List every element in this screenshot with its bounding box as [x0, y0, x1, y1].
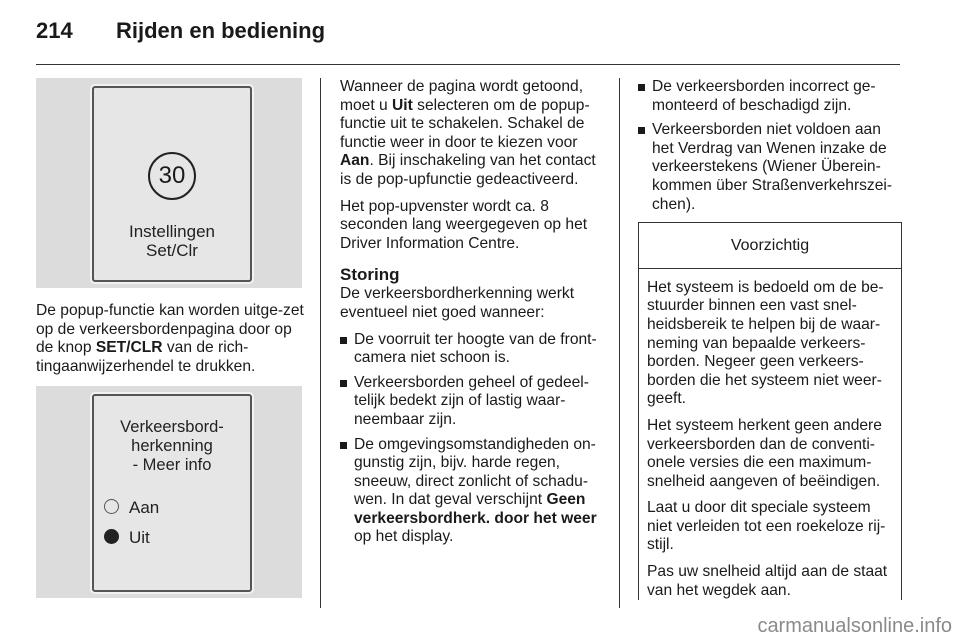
bullet-icon [340, 337, 347, 344]
header-rule [36, 64, 900, 65]
radio-off-icon [104, 499, 119, 514]
display-screen [92, 86, 252, 282]
radio-on-icon [104, 529, 119, 544]
paragraph: Het pop-upvenster wordt ca. 8 seconden lang weergegeven op het Driver Information Centre. [340, 197, 588, 252]
caution-body: Het systeem is bedoeld om de be-stuurder binnen een vast snel-heidsbereik te helpen bij de waar-neming van bepaalde verkeers-borden. Negeer geen verkeers-borden die het systeem niet weer-geeft. Het systeem herkent geen andere verkeersborden dan de conventi-onele versies die een maximum-snelheid aangeven of beëindigen. Laat u door dit speciale systeem niet verleiden tot een roekeloze rij-stijl. Pas uw snelheid altijd aan de staat van het wegdek aan. [647, 278, 888, 599]
paragraph: Wanneer de pagina wordt getoond, moet u Uit selecteren om de popup-functie uit te schakelen. Schakel de functie weer in door te kiezen voor Aan. Bij inschakeling van het contact is de pop-upfunctie gedeactiveerd. [340, 78, 596, 188]
figure-settings-screen [36, 78, 302, 288]
screen-label: Verkeersbord- herkenning - Meer info [120, 418, 224, 475]
list-item: De voorruit ter hoogte van de front-camera niet schoon is. [340, 331, 605, 368]
paragraph: De verkeersbordherkenning werkt eventueel niet goed wanneer: [340, 285, 575, 321]
column-right [638, 78, 902, 608]
screen-label [94, 222, 250, 260]
list-item: Verkeersborden geheel of gedeel-telijk bedekt zijn of lastig waar-neembaar zijn. [340, 374, 605, 430]
option-uit: Uit [104, 528, 150, 548]
bullet-icon [340, 380, 347, 387]
list-item: De verkeersborden incorrect ge-monteerd of beschadigd zijn. [638, 78, 902, 115]
list-item: Verkeersborden niet voldoen aan het Verdrag van Wenen inzake de verkeerstekens (Wiener Überein-kommen über Straßenverkehrszei-chen). [638, 121, 902, 214]
caution-box [638, 222, 902, 600]
page-header [36, 18, 325, 44]
screen-line: Set/Clr [146, 241, 198, 260]
bullet-icon [638, 84, 645, 91]
display-screen [92, 394, 252, 592]
option-aan: Aan [104, 498, 159, 518]
speed-sign: 30 [148, 152, 196, 200]
figure-info-screen [36, 386, 302, 598]
paragraph: De popup-functie kan worden uitge-zet op de verkeersbordenpagina door op de knop SET/CLR van de rich-tingaanwijzerhendel te drukken. [36, 302, 304, 375]
screen-line: Instellingen [128, 222, 215, 241]
list-item: De omgevingsomstandigheden on-gunstig zijn, bijv. harde regen, sneeuw, direct zonlicht of schadu-wen. In dat geval verschijnt Geen verkeersbordherk. door het weer op het display. [340, 436, 605, 548]
watermark: carmanualsonline.info [757, 615, 952, 637]
page-number: 214 [36, 18, 73, 43]
page-title: Rijden en bediening [116, 18, 326, 43]
column-middle [340, 78, 605, 553]
column-divider [619, 78, 620, 608]
column-divider [320, 78, 321, 608]
section-heading: Storing [340, 265, 400, 285]
caution-title: Voorzichtig [639, 223, 901, 269]
button-ref: SET/CLR [95, 339, 163, 357]
bullet-icon [638, 127, 645, 134]
column-left [36, 78, 306, 598]
bullet-icon [340, 442, 347, 449]
